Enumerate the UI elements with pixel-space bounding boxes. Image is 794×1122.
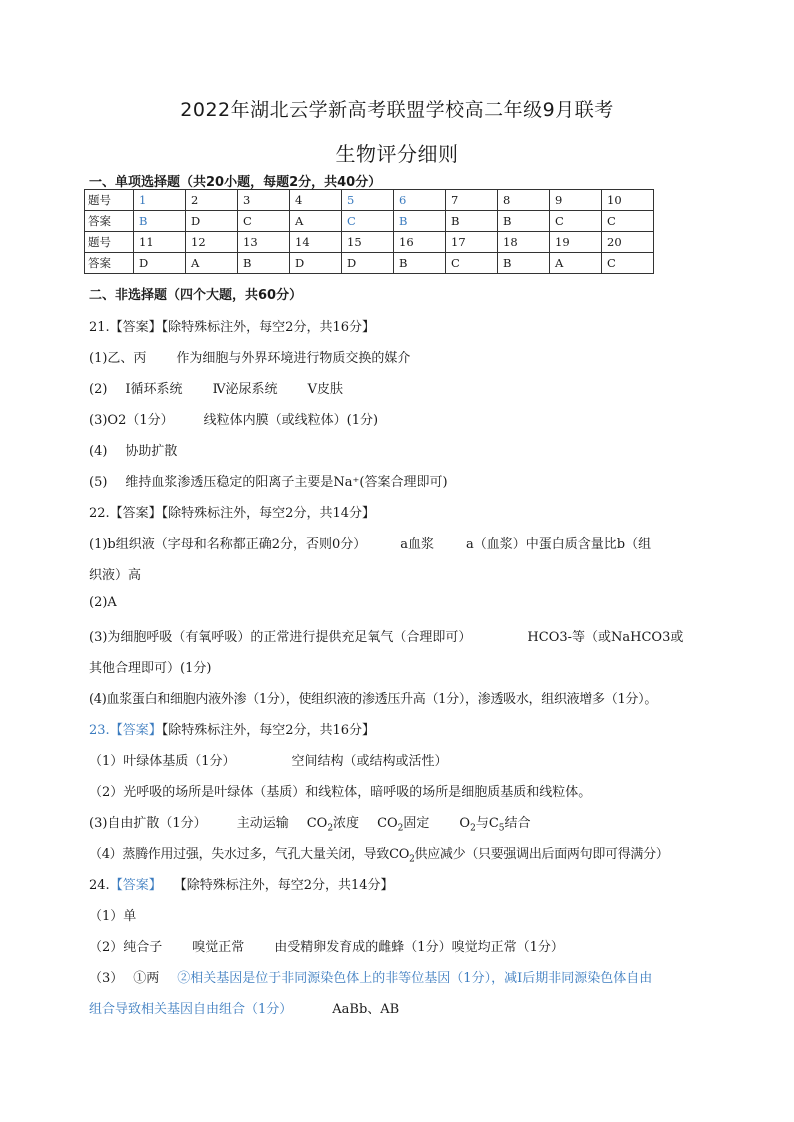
q22-answer-1-cont: 织液）高 [89, 568, 142, 583]
q23-heading [89, 719, 375, 738]
q23-answer-2: （2）光呼吸的场所是叶绿体（基质）和线粒体，暗呼吸的场所是细胞质基质和线粒体。 [89, 785, 592, 800]
table-cell: 15 [342, 232, 394, 253]
table-cell: 3 [238, 190, 290, 211]
q21-2-part: (2) [89, 382, 108, 397]
q23-3-b: 主动运输 [236, 816, 289, 831]
table-row-header: 题号 [85, 190, 134, 211]
q24-number: 24. [89, 878, 110, 893]
table-cell: 6 [394, 190, 446, 211]
table-cell: 13 [238, 232, 290, 253]
table-row-header: 答案 [85, 253, 134, 274]
q24-answer-1: （1）单 [89, 909, 137, 924]
table-cell: 4 [290, 190, 342, 211]
table-cell: B [134, 211, 186, 232]
q21-1-part: (1)乙、丙 [89, 351, 147, 366]
table-cell: 17 [446, 232, 498, 253]
table-cell: C [342, 211, 394, 232]
table-cell: B [394, 211, 446, 232]
table-cell: C [602, 253, 654, 274]
section-heading-open: 二、非选择题（四个大题，共60分） [89, 288, 303, 303]
q24-3-c: AaBb、AB [332, 1002, 400, 1017]
q24-answer-3 [89, 967, 652, 986]
table-row [85, 232, 654, 253]
table-cell: 18 [498, 232, 550, 253]
q23-answer-label: 【答案】 [109, 723, 162, 738]
q24-answer-3-cont [89, 998, 399, 1017]
table-cell: C [550, 211, 602, 232]
table-cell: 16 [394, 232, 446, 253]
q22-heading: 22.【答案】【除特殊标注外，每空2分，共14分】 [89, 506, 375, 521]
table-cell: 7 [446, 190, 498, 211]
table-cell: D [134, 253, 186, 274]
q21-4-text: 协助扩散 [125, 444, 178, 459]
q21-4-part: (4) [89, 444, 108, 459]
table-cell: C [238, 211, 290, 232]
table-cell: 9 [550, 190, 602, 211]
q23-3-c: $CO_2$浓度 [306, 816, 360, 834]
q21-heading: 21.【答案】【除特殊标注外，每空2分，共16分】 [89, 320, 375, 335]
table-row-header: 答案 [85, 211, 134, 232]
table-cell: 5 [342, 190, 394, 211]
q21-answer-4 [89, 440, 177, 459]
table-cell: B [238, 253, 290, 274]
q24-3-b-cont: 组合导致相关基因自由组合（1分） [89, 1002, 293, 1017]
q23-1-b: 空间结构（或结构或活性） [291, 754, 448, 769]
q23-answer-3 [89, 812, 531, 834]
table-cell: A [186, 253, 238, 274]
table-cell: 12 [186, 232, 238, 253]
q21-answer-1 [89, 347, 410, 366]
q22-1-b: a血浆 [400, 537, 435, 552]
q24-heading [89, 874, 394, 893]
q21-5-text: 维持血浆渗透压稳定的阳离子主要是Na⁺(答案合理即可) [125, 475, 448, 490]
q21-3-a: (3)O2（1分） [89, 413, 174, 428]
q24-3-a: ①两 [133, 971, 160, 986]
table-row [85, 211, 654, 232]
table-cell: B [498, 211, 550, 232]
table-cell: D [342, 253, 394, 274]
q24-answer-label: 【答案】 [109, 878, 162, 893]
q21-answer-2 [89, 378, 343, 397]
section-heading-choice: 一、单项选择题（共20小题，每题2分，共40分） [89, 175, 382, 190]
q23-answer-4: （4）蒸腾作用过强，失水过多，气孔大量关闭，导致$CO_2$供应减少（只要强调出后面两句即可得满分） [89, 847, 669, 865]
q24-scoring-note: 【除特殊标注外，每空2分，共14分】 [173, 878, 394, 893]
q23-answer-1 [89, 750, 448, 769]
q21-2-a: Ⅰ循环系统 [125, 382, 183, 397]
q21-3-b: 线粒体内膜（或线粒体）(1分) [203, 413, 379, 428]
table-cell: B [394, 253, 446, 274]
table-cell: 10 [602, 190, 654, 211]
q21-answer-5 [89, 471, 448, 490]
table-row [85, 253, 654, 274]
q22-answer-3 [89, 626, 683, 645]
table-cell: C [602, 211, 654, 232]
table-cell: 20 [602, 232, 654, 253]
q24-2-c: 由受精卵发育成的雌蜂（1分）嗅觉均正常（1分） [274, 940, 564, 955]
q22-3-b: HCO3-等（或NaHCO3或 [527, 630, 684, 645]
q24-answer-2 [89, 936, 564, 955]
q22-answer-1 [89, 533, 651, 552]
q21-1-text: 作为细胞与外界环境进行物质交换的媒介 [176, 351, 411, 366]
q24-3-part: （3） [89, 971, 124, 986]
q22-1-c: a（血浆）中蛋白质含量比b（组 [466, 537, 652, 552]
table-cell: B [498, 253, 550, 274]
answer-table [84, 189, 654, 274]
q21-2-c: Ⅴ皮肤 [307, 382, 343, 397]
q23-3-a: (3)自由扩散（1分） [89, 816, 207, 831]
table-cell: C [446, 253, 498, 274]
q23-3-e: $O_2$与$C_5$结合 [459, 816, 531, 834]
page-title: 2022年湖北云学新高考联盟学校高二年级9月联考 [180, 99, 614, 121]
table-cell: D [290, 253, 342, 274]
table-cell: 11 [134, 232, 186, 253]
q23-number: 23. [89, 723, 110, 738]
q24-2-b: 嗅觉正常 [192, 940, 245, 955]
q22-answer-3-cont: 其他合理即可）(1分) [89, 661, 212, 676]
table-cell: A [550, 253, 602, 274]
q23-3-d: $CO_2$固定 [377, 816, 430, 834]
table-row-header: 题号 [85, 232, 134, 253]
q21-answer-3 [89, 409, 378, 428]
q23-1-a: （1）叶绿体基质（1分） [89, 754, 236, 769]
q22-answer-2: (2)A [89, 595, 117, 610]
table-cell: A [290, 211, 342, 232]
table-cell: B [446, 211, 498, 232]
table-cell: 19 [550, 232, 602, 253]
q22-3-a: (3)为细胞呼吸（有氧呼吸）的正常进行提供充足氧气（合理即可） [89, 630, 472, 645]
table-row [85, 190, 654, 211]
q24-2-a: （2）纯合子 [89, 940, 163, 955]
table-cell: D [186, 211, 238, 232]
table-cell: 1 [134, 190, 186, 211]
q24-3-b: ②相关基因是位于非同源染色体上的非等位基因（1分），减Ⅰ后期非同源染色体自由 [177, 971, 653, 986]
table-cell: 2 [186, 190, 238, 211]
q23-scoring-note: 【除特殊标注外，每空2分，共16分】 [161, 723, 376, 738]
page-subtitle: 生物评分细则 [335, 142, 459, 166]
q22-1-a: (1)b组织液（字母和名称都正确2分，否则0分） [89, 537, 367, 552]
table-cell: 14 [290, 232, 342, 253]
q22-answer-4: (4)血浆蛋白和细胞内液外渗（1分），使组织液的渗透压升高（1分），渗透吸水，组织液增多（1分）。 [89, 692, 658, 707]
q21-2-b: Ⅳ泌尿系统 [212, 382, 278, 397]
table-cell: 8 [498, 190, 550, 211]
q21-5-part: (5) [89, 475, 108, 490]
